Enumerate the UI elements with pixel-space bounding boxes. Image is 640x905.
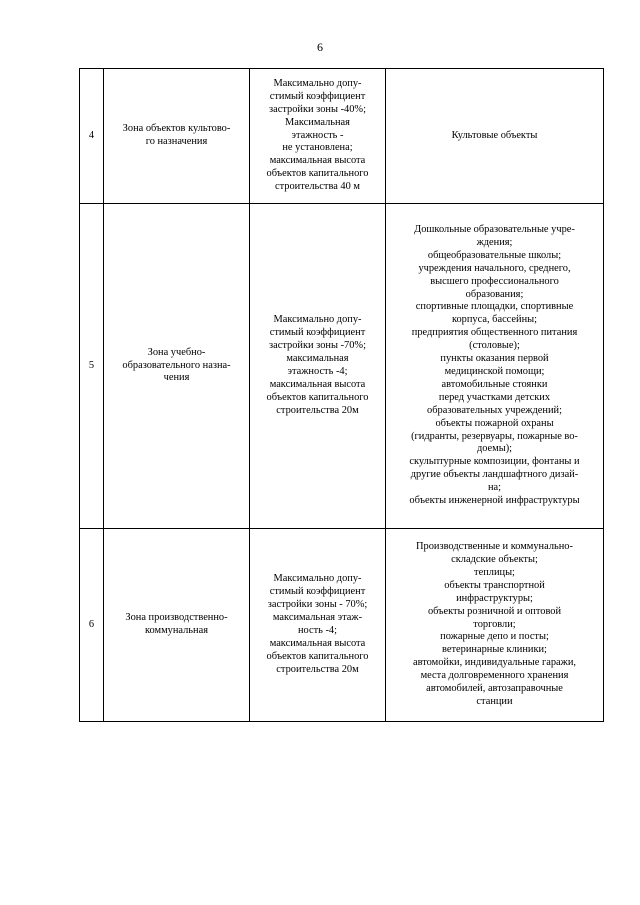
zone-params-line: максимальная bbox=[286, 353, 349, 365]
zone-uses-line: инфраструктуры; bbox=[456, 592, 533, 604]
zone-params-cell bbox=[250, 69, 386, 204]
zone-uses-line: доемы); bbox=[476, 443, 513, 455]
zone-uses-line: места долговременного хранения bbox=[420, 670, 569, 682]
zone-name-line: образовательного назна- bbox=[122, 359, 231, 371]
zone-params-line: Максимальная bbox=[285, 116, 350, 128]
zone-params-line: этажность - bbox=[291, 129, 344, 141]
zone-uses-line: ждения; bbox=[476, 236, 513, 248]
zone-params-line: Максимально допу- bbox=[273, 77, 362, 89]
zone-name-cell bbox=[104, 69, 250, 204]
zone-uses-line: автомобильные стоянки bbox=[441, 378, 548, 390]
zone-name-line: Зона объектов культово- bbox=[122, 123, 231, 135]
table-row bbox=[80, 204, 604, 529]
zone-uses-line: Дошкольные образовательные учре- bbox=[414, 224, 575, 236]
zone-uses-line: объекты пожарной охраны bbox=[435, 417, 554, 429]
zone-params-line: застройки зоны -40%; bbox=[269, 103, 366, 115]
zone-params-line: строительства 20м bbox=[276, 404, 359, 416]
zone-number: 6 bbox=[88, 618, 95, 630]
zone-params-line: стимый коэффициент bbox=[269, 586, 366, 598]
zone-name-line: коммунальная bbox=[144, 625, 208, 636]
zone-uses-line: пункты оказания первой bbox=[440, 353, 549, 365]
zone-uses-line: объекты инженерной инфраструктуры bbox=[409, 495, 580, 507]
zone-uses-line: учреждения начального, среднего, bbox=[418, 262, 571, 274]
zone-name-line: го назначения bbox=[145, 136, 208, 147]
zone-name-line: Зона учебно- bbox=[147, 346, 206, 358]
zone-uses-line: высшего профессионального bbox=[430, 275, 559, 287]
zone-params-line: ность -4; bbox=[297, 625, 338, 636]
zone-uses-line: спортивные площадки, спортивные bbox=[415, 301, 574, 313]
zone-params-line: максимальная высота bbox=[269, 378, 366, 390]
zone-uses-line: на; bbox=[487, 482, 502, 494]
zone-uses-cell bbox=[386, 69, 604, 204]
zone-number: 5 bbox=[88, 359, 95, 371]
zone-name-line: Зона производственно- bbox=[125, 612, 228, 624]
zone-params-line: максимальная этаж- bbox=[272, 612, 363, 624]
zone-uses-line: автомойки, индивидуальные гаражи, bbox=[413, 657, 576, 669]
zone-uses-line: общеобразовательные школы; bbox=[427, 249, 562, 261]
zone-params-line: объектов капитального bbox=[266, 391, 369, 403]
zone-uses-line: перед участками детских bbox=[438, 391, 551, 403]
zone-uses-line: складские объекты; bbox=[451, 554, 538, 566]
zone-params-line: стимый коэффициент bbox=[269, 90, 366, 102]
zone-params-line: строительства 20м bbox=[276, 663, 359, 675]
zone-params-line: максимальная высота bbox=[269, 155, 366, 167]
zone-uses-line: Культовые объекты bbox=[451, 129, 538, 141]
zone-number-cell bbox=[80, 529, 104, 722]
zone-uses-cell bbox=[386, 529, 604, 722]
zone-params-line: Максимально допу- bbox=[273, 314, 362, 326]
zone-params-line: застройки зоны -70%; bbox=[269, 340, 366, 352]
zone-uses-line: скульптурные композиции, фонтаны и bbox=[409, 456, 580, 468]
zone-params-line: максимальная высота bbox=[269, 637, 366, 649]
zone-uses-line: автомобилей, автозаправочные bbox=[426, 683, 563, 695]
zone-params-line: объектов капитального bbox=[266, 650, 369, 662]
zone-params-line: не установлена; bbox=[282, 142, 353, 154]
zone-params-line: застройки зоны - 70%; bbox=[267, 599, 368, 611]
table-row bbox=[80, 69, 604, 204]
zone-uses-line: образовательных учреждений; bbox=[427, 404, 562, 416]
zone-name-line: чения bbox=[163, 372, 190, 384]
zone-uses-line: Производственные и коммунально- bbox=[416, 541, 573, 553]
zone-uses-cell bbox=[386, 204, 604, 529]
zone-uses-line: (столовые); bbox=[469, 340, 520, 352]
page-number: 6 bbox=[317, 40, 323, 54]
zone-uses-line: медицинской помощи; bbox=[444, 366, 545, 377]
zone-uses-line: предприятия общественного питания bbox=[411, 327, 578, 339]
zone-params-line: объектов капитального bbox=[266, 168, 369, 180]
zone-params-line: строительства 40 м bbox=[274, 181, 360, 193]
zone-number-cell bbox=[80, 204, 104, 529]
zone-params-line: этажность -4; bbox=[287, 366, 348, 377]
zone-name-cell bbox=[104, 204, 250, 529]
zone-name-cell bbox=[104, 529, 250, 722]
zone-number-cell bbox=[80, 69, 104, 204]
zone-uses-line: образования; bbox=[465, 288, 524, 300]
zone-uses-line: торговли; bbox=[473, 618, 516, 630]
zones-table bbox=[79, 68, 604, 722]
zone-params-line: стимый коэффициент bbox=[269, 327, 366, 339]
zone-uses-line: пожарные депо и посты; bbox=[440, 631, 549, 643]
zone-uses-line: корпуса, бассейны; bbox=[451, 314, 538, 326]
zone-uses-line: объекты розничной и оптовой bbox=[427, 605, 562, 617]
zone-params-cell bbox=[250, 204, 386, 529]
zone-uses-line: теплицы; bbox=[474, 566, 515, 578]
zone-params-line: Максимально допу- bbox=[273, 573, 362, 585]
zone-uses-line: станции bbox=[476, 695, 513, 707]
zone-uses-line: ветеринарные клиники; bbox=[442, 644, 547, 656]
zone-number: 4 bbox=[88, 129, 95, 141]
table-row bbox=[80, 529, 604, 722]
zone-uses-line: объекты транспортной bbox=[444, 579, 545, 591]
zone-uses-line: другие объекты ландшафтного дизай- bbox=[410, 469, 579, 481]
zone-uses-line: (гидранты, резервуары, пожарные во- bbox=[411, 430, 578, 442]
zone-params-cell bbox=[250, 529, 386, 722]
